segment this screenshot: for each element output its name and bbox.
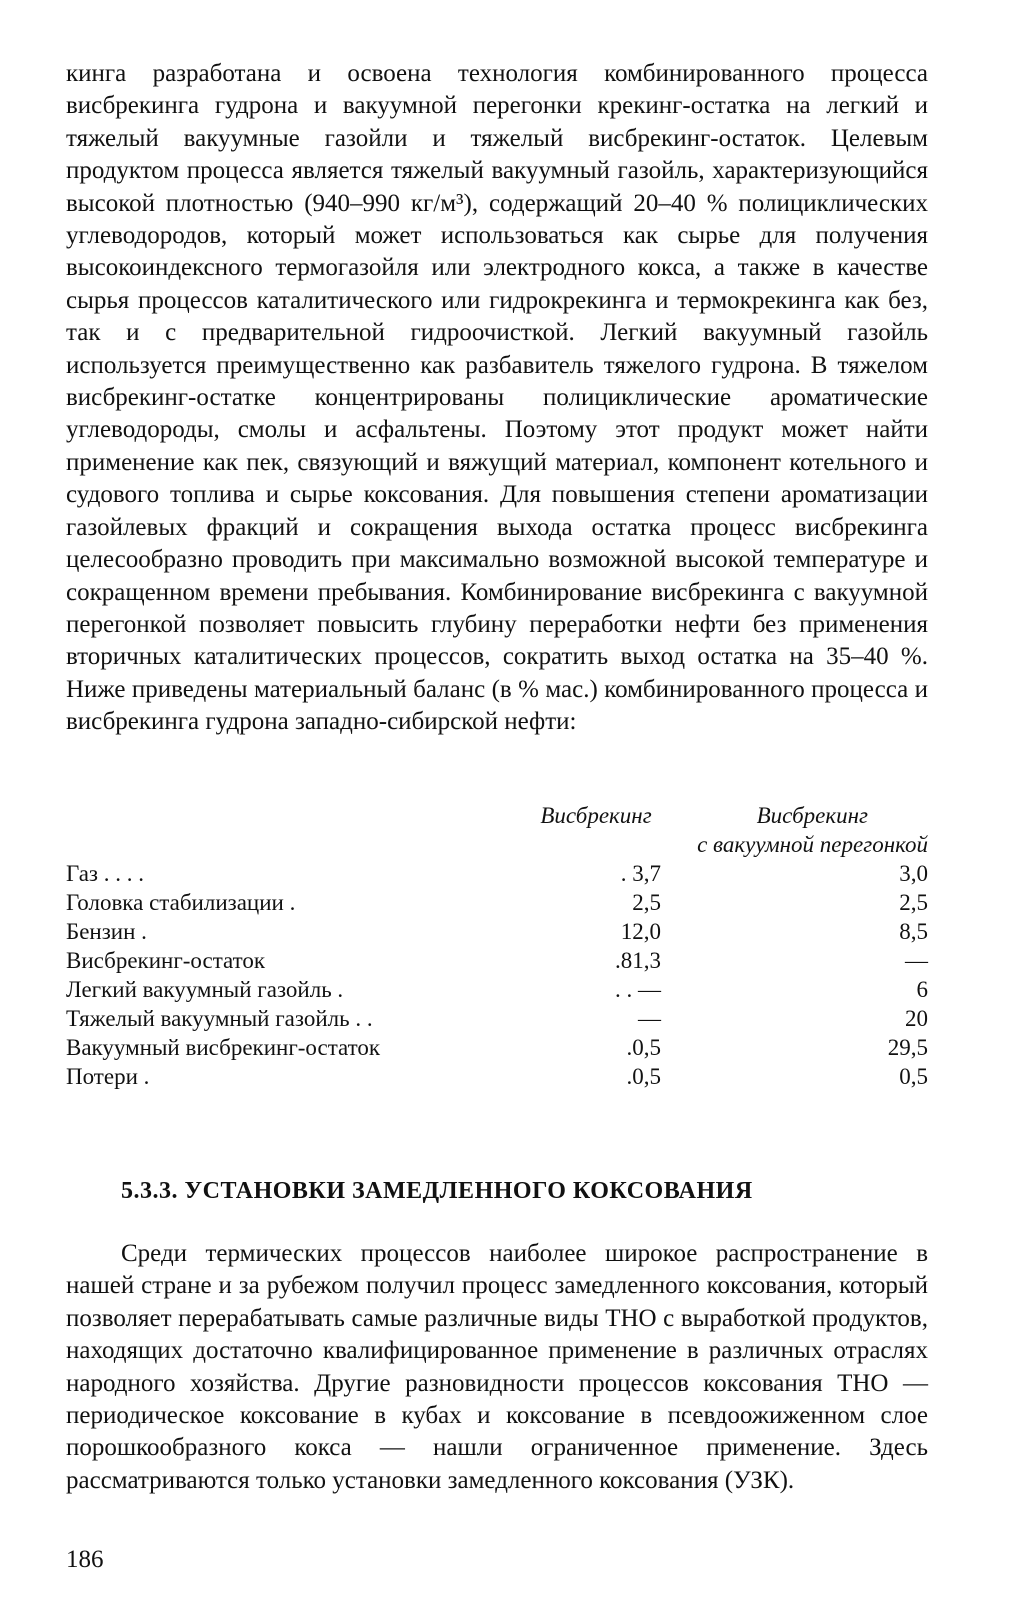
row-value-visbreaking: — — [638, 1006, 661, 1031]
row-value-visbreaking: . 3,7 — [620, 861, 661, 886]
row-value-visbreaking: .0,5 — [626, 1064, 661, 1089]
row-value-visbreaking: . . — — [615, 977, 661, 1002]
table-row — [66, 1003, 928, 1032]
row-value-visbreaking-vacuum: 20 — [905, 1006, 928, 1031]
table-row — [66, 1032, 928, 1061]
row-name: Головка стабилизации . — [66, 890, 296, 915]
row-value-visbreaking-vacuum: 29,5 — [887, 1035, 928, 1060]
row-value-visbreaking-vacuum: — — [905, 948, 928, 973]
row-name: Вакуумный висбрекинг-остаток — [66, 1035, 381, 1060]
page-body — [66, 58, 928, 1573]
paragraph-coking: Среди термических процессов наиболее широкое распространение в нашей стране и за рубежом получил процесс замедленного коксования, который позволяет перерабатывать самые различные виды ТНО с выработкой продуктов, находящих достаточно квалифицированное применение в различных отраслях народного хозяйства. Другие разновидности процессов коксования ТНО — периодическое коксование в кубах и коксование в псевдоожиженном слое порошкообразного кокса — нашли ограниченное применение. Здесь рассматриваются только установки замедленного коксования (УЗК). — [66, 1240, 928, 1494]
table-row — [66, 1061, 928, 1090]
table-header-row-2 — [66, 829, 928, 858]
table-row — [66, 945, 928, 974]
row-name: Висбрекинг-остаток — [66, 948, 266, 973]
table-body — [66, 858, 928, 1090]
row-value-visbreaking-vacuum: 2,5 — [899, 890, 928, 915]
row-value-visbreaking-vacuum: 8,5 — [899, 919, 928, 944]
row-value-visbreaking-vacuum: 0,5 — [899, 1064, 928, 1089]
table-row — [66, 887, 928, 916]
table-header-row-1 — [66, 800, 928, 829]
row-name: Легкий вакуумный газойль . — [66, 977, 344, 1002]
header-visbreaking-vacuum-2: с вакуумной перегонкой — [697, 832, 928, 857]
table-row — [66, 974, 928, 1003]
row-name: Потери . — [66, 1064, 150, 1089]
row-value-visbreaking: 12,0 — [620, 919, 661, 944]
material-balance-table — [66, 800, 928, 1090]
row-name: Тяжелый вакуумный газойль . . — [66, 1006, 373, 1031]
section-title: 5.3.3. УСТАНОВКИ ЗАМЕДЛЕННОГО КОКСОВАНИЯ — [121, 1178, 753, 1204]
row-value-visbreaking-vacuum: 6 — [916, 977, 928, 1002]
table-row — [66, 916, 928, 945]
row-value-visbreaking: .81,3 — [615, 948, 661, 973]
page-number: 186 — [66, 1546, 104, 1573]
header-visbreaking: Висбрекинг — [540, 803, 652, 828]
table-row — [66, 858, 928, 887]
header-visbreaking-vacuum-1: Висбрекинг — [756, 803, 868, 828]
row-value-visbreaking: 2,5 — [632, 890, 661, 915]
row-name: Бензин . — [66, 919, 147, 944]
paragraph-intro: кинга разработана и освоена технология комбинированного процесса висбрекинга гудрона и вакуумной перегонки крекинг-остатка на легкий и тяжелый вакуумные газойли и тяжелый висбрекинг-остаток. Целевым продуктом процесса является тяжелый вакуумный газойль, характеризующийся высокой плотностью (940–990 кг/м³), содержащий 20–40 % полициклических углеводородов, который может использоваться как сырье для получения высокоиндексного термогазойля или электродного кокса, а также в качестве сырья процессов каталитического или гидрокрекинга и термокрекинга как без, так и с предварительной гидроочисткой. Легкий вакуумный газойль используется преимущественно как разбавитель тяжелого гудрона. В тяжелом висбрекинг-остатке концентрированы полициклические ароматические углеводороды, смолы и асфальтены. Поэтому этот продукт может найти применение как пек, связующий и вяжущий материал, компонент котельного и судового топлива и сырье коксования. Для повышения степени ароматизации газойлевых фракций и сокращения выхода остатка процесс висбрекинга целесообразно проводить при максимально возможной высокой температуре и сокращенном времени пребывания. Комбинирование висбрекинга с вакуумной перегонкой позволяет повысить глубину переработки нефти без применения вторичных каталитических процессов, сократить выход остатка на 35–40 %. Ниже приведены материальный баланс (в % мас.) комбинированного процесса и висбрекинга гудрона западно-сибирской нефти: — [66, 60, 928, 736]
section-text — [66, 1238, 928, 1497]
row-value-visbreaking-vacuum: 3,0 — [899, 861, 928, 886]
row-value-visbreaking: .0,5 — [626, 1035, 661, 1060]
row-name: Газ . . . . — [66, 861, 145, 886]
